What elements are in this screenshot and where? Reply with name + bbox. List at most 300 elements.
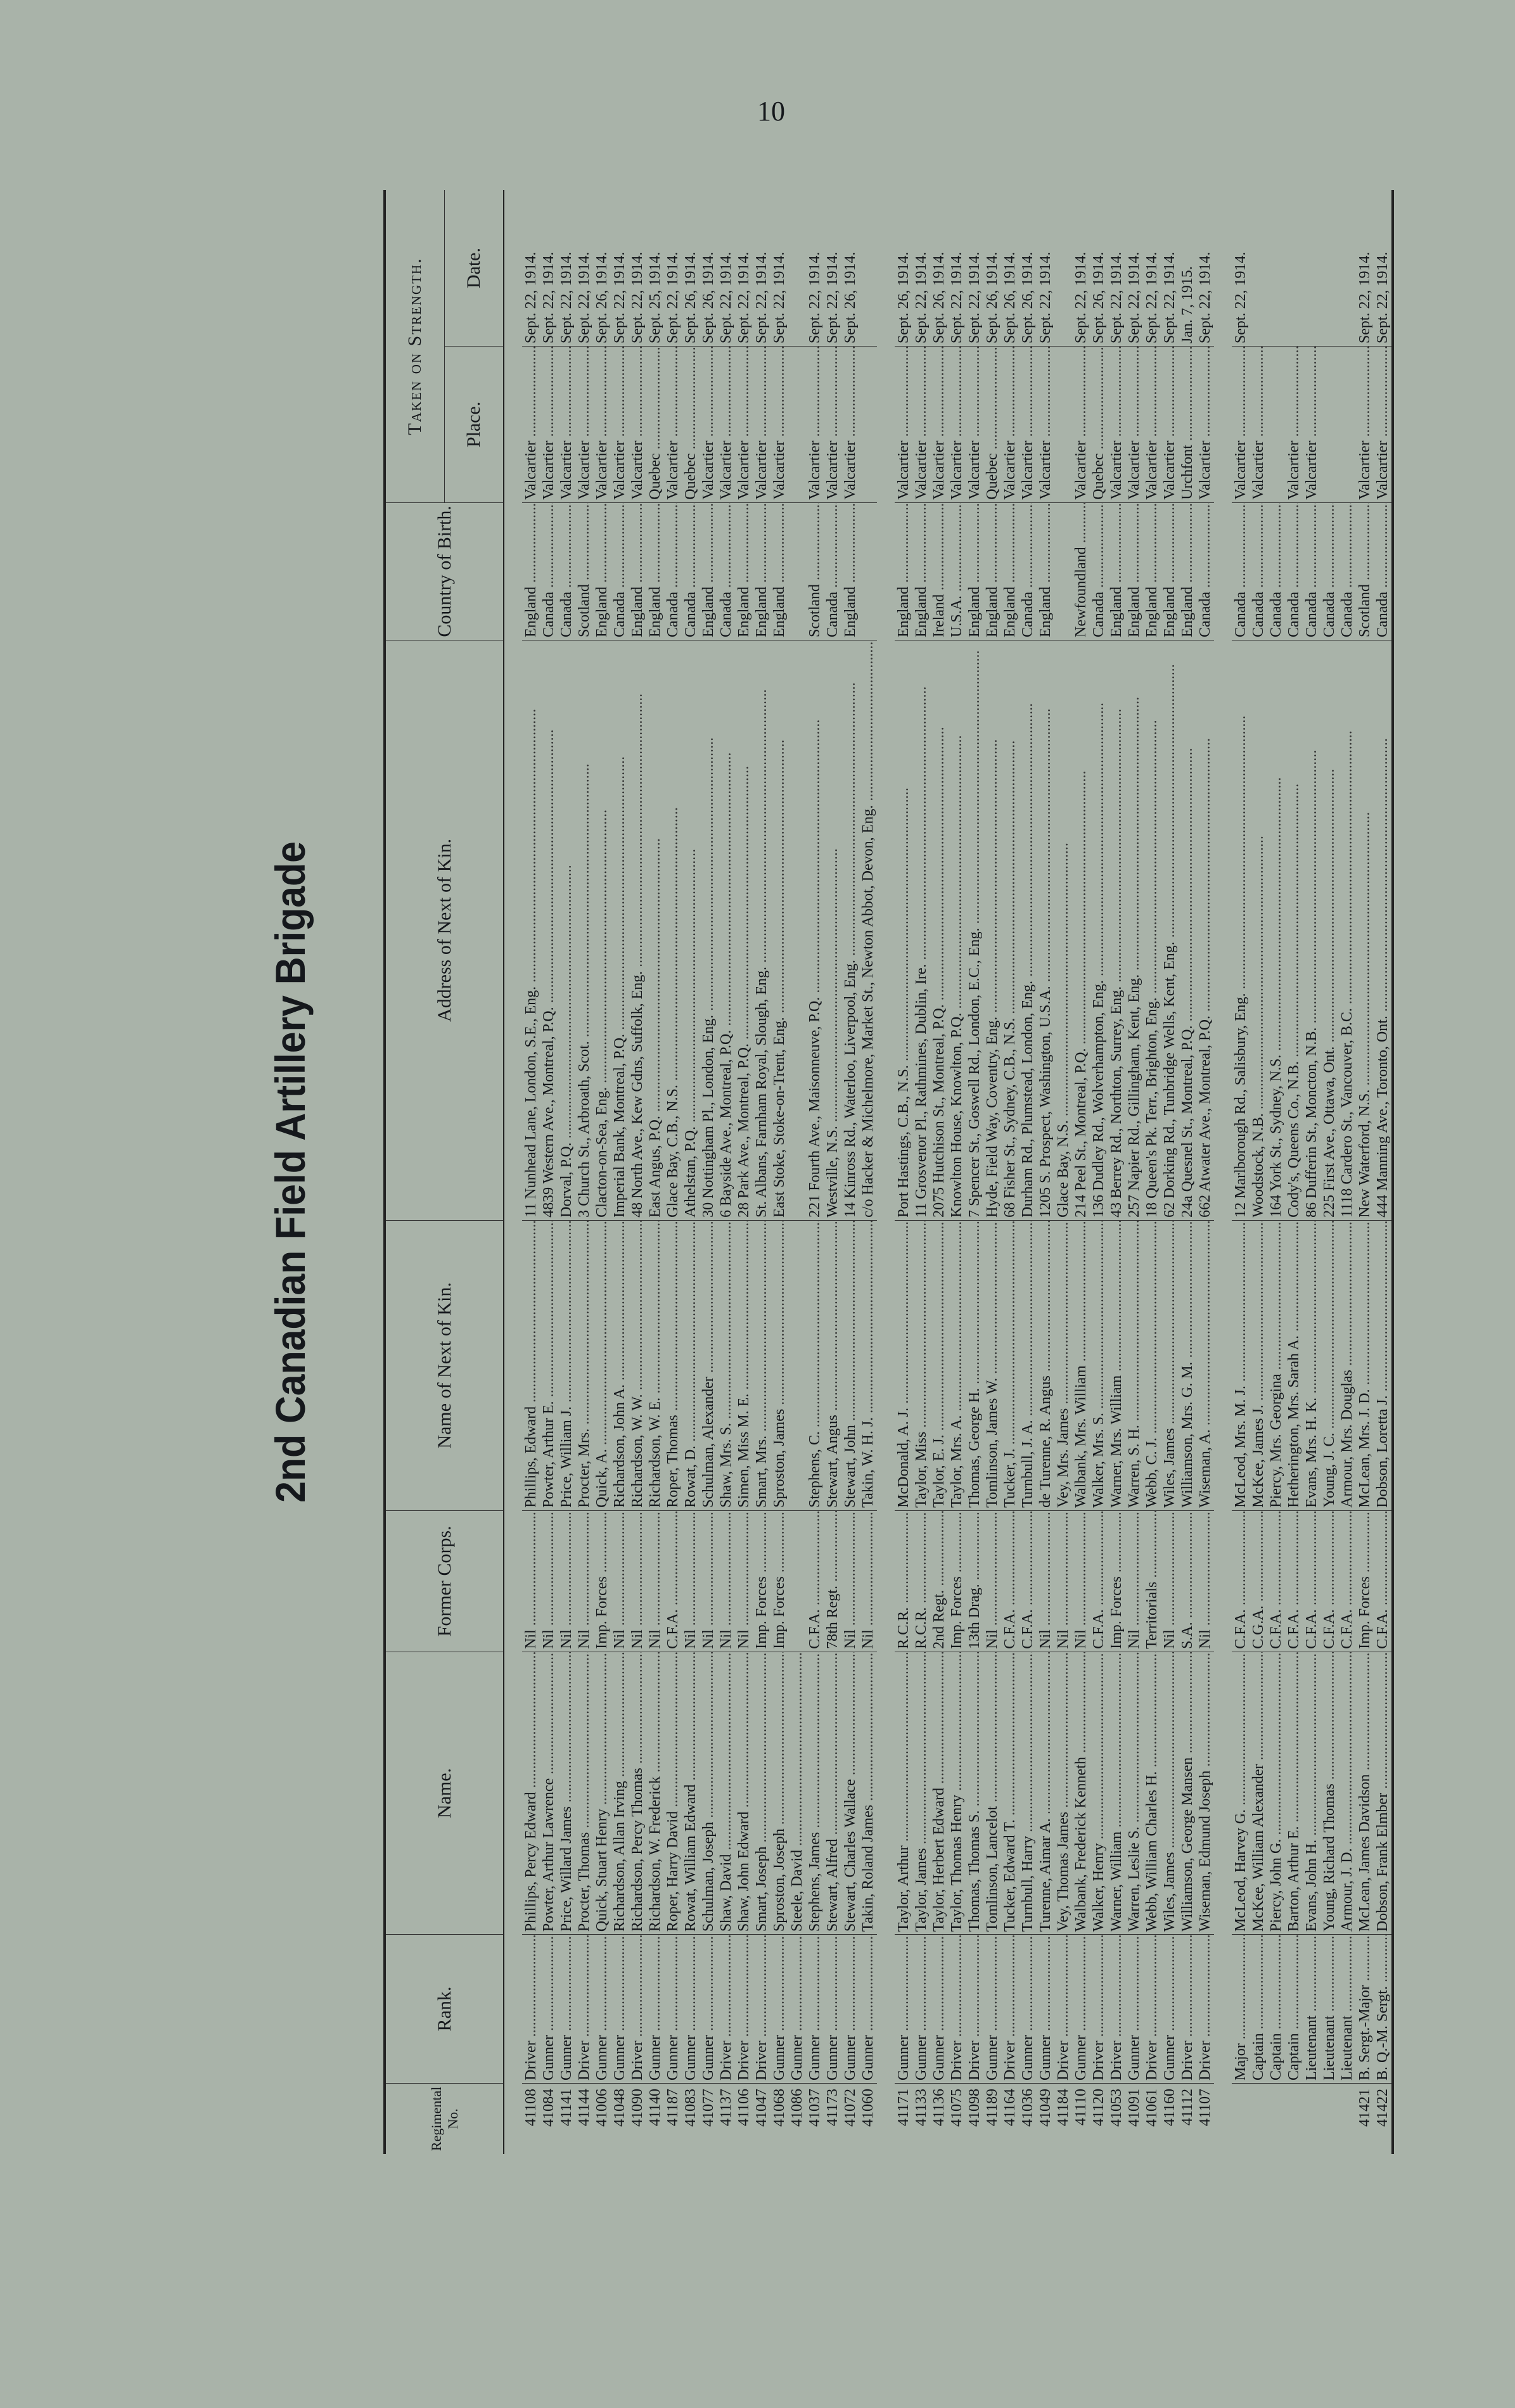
table-row bbox=[735, 190, 753, 2154]
next-of-kin-cell: McLean, Mrs. J. D. ..... bbox=[1356, 1220, 1374, 1510]
rank-cell: Driver ..... bbox=[575, 1935, 593, 2084]
date-cell bbox=[1338, 190, 1356, 347]
date-cell: Sept. 22, 1914. bbox=[753, 190, 770, 347]
place-cell: Valcartier ..... bbox=[700, 347, 717, 503]
address-cell: 164 York St., Sydney, N.S. ..... bbox=[1267, 640, 1285, 1220]
next-of-kin-cell: Richardson, W. W. ..... bbox=[629, 1220, 646, 1510]
place-cell bbox=[1054, 347, 1072, 503]
former-corps-cell: Nil ..... bbox=[735, 1510, 753, 1652]
former-corps-cell: 13th Drag. ..... bbox=[966, 1510, 983, 1652]
table-row bbox=[859, 190, 877, 2154]
regimental-no-cell: 41060 bbox=[860, 2088, 876, 2127]
country-of-birth-cell: England ..... bbox=[1108, 502, 1125, 640]
next-of-kin-cell: Schulman, Alexander ..... bbox=[700, 1220, 717, 1510]
address-cell: 214 Peel St., Montreal, P.Q. ..... bbox=[1072, 640, 1090, 1220]
address-cell: 18 Queen's Pk. Terr., Brighton, Eng. ..... bbox=[1143, 640, 1161, 1220]
place-cell: Valcartier ..... bbox=[1161, 347, 1179, 503]
name-cell: Richardson, Allan Irving ..... bbox=[611, 1652, 629, 1934]
name-cell: Williamson, George Mansen ..... bbox=[1179, 1652, 1196, 1934]
address-cell: 11 Nunhead Lane, London, S.E., Eng. ..... bbox=[522, 640, 540, 1220]
next-of-kin-cell: Richardson, John A. ..... bbox=[611, 1220, 629, 1510]
former-corps-cell: Nil ..... bbox=[1161, 1510, 1179, 1652]
date-cell bbox=[1320, 190, 1338, 347]
regimental-no-cell bbox=[1338, 2083, 1356, 2154]
place-cell: Valcartier ..... bbox=[948, 347, 966, 503]
rank-cell: Gunner ..... bbox=[930, 1935, 948, 2084]
next-of-kin-cell: Vey, Mrs. James ..... bbox=[1054, 1220, 1072, 1510]
name-cell: Richardson, Percy Thomas ..... bbox=[629, 1652, 646, 1934]
address-cell: East Stoke, Stoke-on-Trent, Eng. ..... bbox=[770, 640, 788, 1220]
name-cell: Steele, David ..... bbox=[788, 1652, 806, 1934]
date-cell: Sept. 26, 1914. bbox=[700, 190, 717, 347]
rank-cell: Gunner ..... bbox=[770, 1935, 788, 2084]
rank-cell: Gunner ..... bbox=[664, 1935, 682, 2084]
place-cell: Valcartier ..... bbox=[912, 347, 930, 503]
page-title: 2nd Canadian Field Artillery Brigade bbox=[267, 841, 314, 1503]
next-of-kin-cell: Stewart, John ..... bbox=[841, 1220, 859, 1510]
next-of-kin-cell: Wiseman, A. ..... bbox=[1196, 1220, 1214, 1510]
table-row bbox=[1108, 190, 1125, 2154]
date-cell bbox=[1250, 190, 1267, 347]
table-row bbox=[1054, 190, 1072, 2154]
former-corps-cell: Nil ..... bbox=[682, 1510, 700, 1652]
former-corps-cell: Imp. Forces ..... bbox=[770, 1510, 788, 1652]
address-cell: Knowlton House, Knowlton, P.Q. ..... bbox=[948, 640, 966, 1220]
table-row bbox=[629, 190, 646, 2154]
name-cell: Evans, John H. ..... bbox=[1303, 1652, 1320, 1934]
date-cell: Sept. 22, 1914. bbox=[717, 190, 735, 347]
regimental-no-cell: 41137 bbox=[718, 2088, 734, 2127]
next-of-kin-cell: Phillips, Edward ..... bbox=[522, 1220, 540, 1510]
rank-cell: Gunner ..... bbox=[646, 1935, 664, 2084]
date-cell: Sept. 22, 1914. bbox=[558, 190, 575, 347]
country-of-birth-cell: Canada ..... bbox=[1196, 502, 1214, 640]
name-cell: Dobson, Frank Elmber ..... bbox=[1374, 1652, 1391, 1934]
next-of-kin-cell: Wiles, James ..... bbox=[1161, 1220, 1179, 1510]
table-row bbox=[522, 190, 540, 2154]
country-of-birth-cell bbox=[788, 502, 806, 640]
regimental-no-cell: 41075 bbox=[949, 2088, 965, 2127]
country-of-birth-cell: England ..... bbox=[646, 502, 664, 640]
next-of-kin-cell: Warner, Mrs. William ..... bbox=[1108, 1220, 1125, 1510]
rank-cell: Driver ..... bbox=[629, 1935, 646, 2084]
regimental-no-cell: 41187 bbox=[665, 2088, 681, 2127]
name-cell: Taylor, Thomas Henry ..... bbox=[948, 1652, 966, 1934]
table-row bbox=[1374, 190, 1391, 2154]
address-cell: 662 Atwater Ave., Montreal, P.Q. ..... bbox=[1196, 640, 1214, 1220]
header-place: Place. bbox=[445, 347, 504, 503]
next-of-kin-cell: Thomas, George H. ..... bbox=[966, 1220, 983, 1510]
address-cell: New Waterford, N.S. ..... bbox=[1356, 640, 1374, 1220]
table-row bbox=[1143, 190, 1161, 2154]
address-cell: Glace Bay, N.S. ..... bbox=[1054, 640, 1072, 1220]
date-cell: Sept. 22, 1914. bbox=[664, 190, 682, 347]
country-of-birth-cell: Scotland ..... bbox=[575, 502, 593, 640]
date-cell: Sept. 22, 1914. bbox=[824, 190, 841, 347]
date-cell: Sept. 22, 1914. bbox=[1232, 190, 1250, 347]
name-cell: Phillips, Percy Edward ..... bbox=[522, 1652, 540, 1934]
rank-cell: Driver ..... bbox=[948, 1935, 966, 2084]
regimental-no-cell: 41110 bbox=[1073, 2088, 1089, 2126]
table-row bbox=[1320, 190, 1338, 2154]
header-rank: Rank. bbox=[386, 1935, 504, 2084]
regimental-no-cell: 41036 bbox=[1020, 2088, 1036, 2127]
date-cell: Sept. 22, 1914. bbox=[806, 190, 824, 347]
rank-cell: Gunner ..... bbox=[895, 1935, 912, 2084]
address-cell: Athelstan, P.Q. ..... bbox=[682, 640, 700, 1220]
date-cell: Sept. 22, 1914. bbox=[1196, 190, 1214, 347]
rank-cell: Captain ..... bbox=[1285, 1935, 1303, 2084]
spacer-cell bbox=[1214, 190, 1232, 2154]
country-of-birth-cell bbox=[1054, 502, 1072, 640]
date-cell: Sept. 26, 1914. bbox=[593, 190, 611, 347]
regimental-no-cell: 41077 bbox=[700, 2088, 717, 2127]
table-row bbox=[1285, 190, 1303, 2154]
address-cell: 6 Bayside Ave., Montreal, P.Q. ..... bbox=[717, 640, 735, 1220]
roll-body bbox=[504, 190, 1391, 2154]
rank-cell: Major ..... bbox=[1232, 1935, 1250, 2084]
header-name: Name. bbox=[386, 1652, 504, 1934]
country-of-birth-cell: Newfoundland ..... bbox=[1072, 502, 1090, 640]
place-cell: Valcartier ..... bbox=[1374, 347, 1391, 503]
next-of-kin-cell: Piercy, Mrs. Georgina ..... bbox=[1267, 1220, 1285, 1510]
country-of-birth-cell: England ..... bbox=[1161, 502, 1179, 640]
name-cell: Turnbull, Harry ..... bbox=[1019, 1652, 1037, 1934]
next-of-kin-cell: Sproston, James ..... bbox=[770, 1220, 788, 1510]
name-cell: Stewart, Charles Wallace ..... bbox=[841, 1652, 859, 1934]
next-of-kin-cell: Shaw, Mrs. S. ..... bbox=[717, 1220, 735, 1510]
name-cell: Wiles, James ..... bbox=[1161, 1652, 1179, 1934]
former-corps-cell: Nil ..... bbox=[611, 1510, 629, 1652]
date-cell: Sept. 26, 1914. bbox=[930, 190, 948, 347]
name-cell: Taylor, James ..... bbox=[912, 1652, 930, 1934]
former-corps-cell: 2nd Regt. ..... bbox=[930, 1510, 948, 1652]
name-cell: Smart, Joseph ..... bbox=[753, 1652, 770, 1934]
table-row bbox=[717, 190, 735, 2154]
place-cell bbox=[788, 347, 806, 503]
former-corps-cell: Nil ..... bbox=[646, 1510, 664, 1652]
date-cell bbox=[1054, 190, 1072, 347]
place-cell bbox=[1338, 347, 1356, 503]
date-cell: Sept. 26, 1914. bbox=[841, 190, 859, 347]
name-cell: Walker, Henry ..... bbox=[1090, 1652, 1108, 1934]
former-corps-cell bbox=[788, 1510, 806, 1652]
address-cell: Durham Rd., Plumstead, London, Eng. ..... bbox=[1019, 640, 1037, 1220]
rank-cell: Driver ..... bbox=[717, 1935, 735, 2084]
regimental-no-cell: 41106 bbox=[736, 2088, 752, 2127]
place-cell: Quebec ..... bbox=[682, 347, 700, 503]
place-cell: Valcartier ..... bbox=[735, 347, 753, 503]
regimental-no-cell: 41049 bbox=[1037, 2088, 1054, 2127]
former-corps-cell: Nil ..... bbox=[700, 1510, 717, 1652]
header-former-corps: Former Corps. bbox=[386, 1510, 504, 1652]
regimental-no-cell bbox=[1303, 2083, 1320, 2154]
group-spacer bbox=[877, 190, 895, 2154]
next-of-kin-cell: Stephens, C. ..... bbox=[806, 1220, 824, 1510]
address-cell: 86 Dufferin St., Moncton, N.B. ..... bbox=[1303, 640, 1320, 1220]
date-cell bbox=[1285, 190, 1303, 347]
country-of-birth-cell: Canada ..... bbox=[664, 502, 682, 640]
place-cell: Valcartier ..... bbox=[1196, 347, 1214, 503]
country-of-birth-cell: Canada ..... bbox=[1374, 502, 1391, 640]
address-cell: 14 Kinross Rd., Waterloo, Liverpool, Eng. ..... bbox=[841, 640, 859, 1220]
address-cell bbox=[788, 640, 806, 1220]
rank-cell: Driver ..... bbox=[966, 1935, 983, 2084]
place-cell: Valcartier ..... bbox=[1303, 347, 1320, 503]
date-cell: Sept. 22, 1914. bbox=[575, 190, 593, 347]
former-corps-cell: C.F.A. ..... bbox=[1019, 1510, 1037, 1652]
rank-cell: Lieutenant ..... bbox=[1320, 1935, 1338, 2084]
address-cell: Cody's, Queens Co., N.B. ..... bbox=[1285, 640, 1303, 1220]
country-of-birth-cell: Canada ..... bbox=[717, 502, 735, 640]
regimental-no-cell: 41136 bbox=[931, 2088, 947, 2127]
date-cell: Sept. 26, 1914. bbox=[1019, 190, 1037, 347]
place-cell: Valcartier ..... bbox=[1356, 347, 1374, 503]
country-of-birth-cell: Canada ..... bbox=[1090, 502, 1108, 640]
name-cell: Armour, J. D. ..... bbox=[1338, 1652, 1356, 1934]
place-cell: Valcartier ..... bbox=[611, 347, 629, 503]
spacer-cell bbox=[877, 190, 895, 2154]
former-corps-cell: R.C.R. ..... bbox=[912, 1510, 930, 1652]
next-of-kin-cell: Taylor, Miss ..... bbox=[912, 1220, 930, 1510]
table-row bbox=[1356, 190, 1374, 2154]
table-row bbox=[824, 190, 841, 2154]
date-cell bbox=[1303, 190, 1320, 347]
place-cell: Quebec ..... bbox=[646, 347, 664, 503]
date-cell: Sept. 22, 1914. bbox=[966, 190, 983, 347]
former-corps-cell: C.F.A. ..... bbox=[1001, 1510, 1019, 1652]
regimental-no-cell: 41160 bbox=[1161, 2088, 1178, 2127]
place-cell: Valcartier ..... bbox=[1232, 347, 1250, 503]
country-of-birth-cell: Canada ..... bbox=[558, 502, 575, 640]
name-cell: Rowat, William Edward ..... bbox=[682, 1652, 700, 1934]
rank-cell: Gunner ..... bbox=[1161, 1935, 1179, 2084]
country-of-birth-cell: England ..... bbox=[983, 502, 1001, 640]
country-of-birth-cell: Ireland ..... bbox=[930, 502, 948, 640]
table-row bbox=[983, 190, 1001, 2154]
name-cell: Powter, Arthur Lawrence ..... bbox=[540, 1652, 558, 1934]
date-cell: Sept. 22, 1914. bbox=[1037, 190, 1054, 347]
regimental-no-cell: 41083 bbox=[682, 2088, 699, 2127]
table-row bbox=[930, 190, 948, 2154]
place-cell: Valcartier ..... bbox=[1125, 347, 1143, 503]
rank-cell: Gunner ..... bbox=[540, 1935, 558, 2084]
rotated-page-content bbox=[241, 190, 1391, 2154]
header-date: Date. bbox=[445, 190, 504, 347]
address-cell: 11 Grosvenor Pl., Rathmines, Dublin, Ire. ..... bbox=[912, 640, 930, 1220]
date-cell: Sept. 22, 1914. bbox=[770, 190, 788, 347]
rank-cell: Gunner ..... bbox=[841, 1935, 859, 2084]
country-of-birth-cell: Canada ..... bbox=[1320, 502, 1338, 640]
regimental-no-cell: 41133 bbox=[913, 2088, 930, 2127]
date-cell: Sept. 22, 1914. bbox=[735, 190, 753, 347]
next-of-kin-cell: de Turenne, R. Angus ..... bbox=[1037, 1220, 1054, 1510]
rank-cell: Gunner ..... bbox=[788, 1935, 806, 2084]
former-corps-cell: C.F.A. ..... bbox=[1232, 1510, 1250, 1652]
rank-cell: Driver ..... bbox=[1179, 1935, 1196, 2084]
place-cell: Valcartier ..... bbox=[522, 347, 540, 503]
place-cell: Valcartier ..... bbox=[540, 347, 558, 503]
country-of-birth-cell: England ..... bbox=[753, 502, 770, 640]
table-row bbox=[664, 190, 682, 2154]
date-cell: Sept. 22, 1914. bbox=[1125, 190, 1143, 347]
place-cell: Urchfont ..... bbox=[1179, 347, 1196, 503]
rank-cell: Driver ..... bbox=[1196, 1935, 1214, 2084]
place-cell: Valcartier ..... bbox=[629, 347, 646, 503]
date-cell: Sept. 22, 1914. bbox=[1072, 190, 1090, 347]
name-cell: Young, Richard Thomas ..... bbox=[1320, 1652, 1338, 1934]
regimental-no-cell: 41006 bbox=[594, 2088, 610, 2127]
regimental-no-cell: 41422 bbox=[1374, 2088, 1391, 2127]
regimental-no-cell: 41140 bbox=[647, 2088, 663, 2127]
address-cell: 28 Park Ave., Montreal, P.Q. ..... bbox=[735, 640, 753, 1220]
table-row bbox=[1019, 190, 1037, 2154]
table-row bbox=[1267, 190, 1285, 2154]
regimental-no-cell: 41048 bbox=[611, 2088, 628, 2127]
place-cell bbox=[1267, 347, 1285, 503]
name-cell: Schulman, Joseph ..... bbox=[700, 1652, 717, 1934]
address-cell: 30 Nottingham Pl., London, Eng. ..... bbox=[700, 640, 717, 1220]
former-corps-cell: 78th Regt. ..... bbox=[824, 1510, 841, 1652]
regimental-no-cell bbox=[1250, 2083, 1267, 2154]
date-cell: Sept. 26, 1914. bbox=[1001, 190, 1019, 347]
table-row bbox=[1250, 190, 1267, 2154]
table-row bbox=[1338, 190, 1356, 2154]
date-cell: Sept. 22, 1914. bbox=[1356, 190, 1374, 347]
rank-cell: Lieutenant ..... bbox=[1338, 1935, 1356, 2084]
next-of-kin-cell: Walbank, Mrs. William ..... bbox=[1072, 1220, 1090, 1510]
next-of-kin-cell: Hetherington, Mrs. Sarah A. ..... bbox=[1285, 1220, 1303, 1510]
place-cell: Valcartier ..... bbox=[1143, 347, 1161, 503]
group-spacer bbox=[504, 190, 522, 2154]
table-row bbox=[770, 190, 788, 2154]
place-cell: Valcartier ..... bbox=[1250, 347, 1267, 503]
former-corps-cell: Nil ..... bbox=[575, 1510, 593, 1652]
date-cell: Sept. 22, 1914. bbox=[948, 190, 966, 347]
next-of-kin-cell: McLeod, Mrs. M. J. ..... bbox=[1232, 1220, 1250, 1510]
regimental-no-cell bbox=[1320, 2083, 1338, 2154]
header-next-of-kin: Name of Next of Kin. bbox=[386, 1220, 504, 1510]
regimental-no-cell: 41072 bbox=[842, 2088, 859, 2127]
name-cell: McLean, James Davidson ..... bbox=[1356, 1652, 1374, 1934]
former-corps-cell: C.F.A. ..... bbox=[806, 1510, 824, 1652]
name-cell: McLeod, Harvey G. ..... bbox=[1232, 1652, 1250, 1934]
regimental-no-cell: 41086 bbox=[789, 2088, 805, 2127]
country-of-birth-cell: England ..... bbox=[735, 502, 753, 640]
regimental-no-cell: 41068 bbox=[771, 2088, 788, 2127]
place-cell: Valcartier ..... bbox=[806, 347, 824, 503]
page-number: 10 bbox=[757, 96, 785, 127]
former-corps-cell: Nil ..... bbox=[1037, 1510, 1054, 1652]
address-cell: 257 Napier Rd., Gillingham, Kent, Eng. ..... bbox=[1125, 640, 1143, 1220]
next-of-kin-cell: Smart, Mrs. ..... bbox=[753, 1220, 770, 1510]
next-of-kin-cell: Price, William J. ..... bbox=[558, 1220, 575, 1510]
name-cell: Procter, Thomas ..... bbox=[575, 1652, 593, 1934]
country-of-birth-cell: England ..... bbox=[1125, 502, 1143, 640]
place-cell: Quebec ..... bbox=[983, 347, 1001, 503]
name-cell: Tomlinson, Lancelot ..... bbox=[983, 1652, 1001, 1934]
former-corps-cell: C.F.A. ..... bbox=[1267, 1510, 1285, 1652]
name-cell: Warren, Leslie S. ..... bbox=[1125, 1652, 1143, 1934]
next-of-kin-cell: Simen, Miss M. E. ..... bbox=[735, 1220, 753, 1510]
former-corps-cell: R.C.R. ..... bbox=[895, 1510, 912, 1652]
date-cell: Jan. 7, 1915. bbox=[1179, 190, 1196, 347]
address-cell: 43 Berrey Rd., Northton, Surrey, Eng. ..... bbox=[1108, 640, 1125, 1220]
address-cell: 1118 Cardero St., Vancouver, B.C. ..... bbox=[1338, 640, 1356, 1220]
country-of-birth-cell: England ..... bbox=[841, 502, 859, 640]
rank-cell: Gunner ..... bbox=[700, 1935, 717, 2084]
address-cell: 1205 S. Prospect, Washington, U.S.A. ..... bbox=[1037, 640, 1054, 1220]
address-cell: Imperial Bank, Montreal, P.Q. ..... bbox=[611, 640, 629, 1220]
address-cell: 24a Quesnel St., Montreal, P.Q. ..... bbox=[1179, 640, 1196, 1220]
place-cell: Valcartier ..... bbox=[930, 347, 948, 503]
rank-cell: Gunner ..... bbox=[983, 1935, 1001, 2084]
date-cell bbox=[1267, 190, 1285, 347]
name-cell: Takin, Roland James ..... bbox=[859, 1652, 877, 1934]
country-of-birth-cell: Canada ..... bbox=[1285, 502, 1303, 640]
rank-cell: Gunner ..... bbox=[611, 1935, 629, 2084]
name-cell: Warner, William ..... bbox=[1108, 1652, 1125, 1934]
former-corps-cell: Imp. Forces ..... bbox=[1108, 1510, 1125, 1652]
former-corps-cell: Nil ..... bbox=[1196, 1510, 1214, 1652]
former-corps-cell: C.F.A. ..... bbox=[1303, 1510, 1320, 1652]
date-cell bbox=[788, 190, 806, 347]
address-cell: 68 Fisher St., Sydney, C.B., N.S. ..... bbox=[1001, 640, 1019, 1220]
next-of-kin-cell: Williamson, Mrs. G. M. ..... bbox=[1179, 1220, 1196, 1510]
name-cell: Price, Willard James ..... bbox=[558, 1652, 575, 1934]
name-cell: Shaw, David ..... bbox=[717, 1652, 735, 1934]
place-cell: Valcartier ..... bbox=[664, 347, 682, 503]
address-cell: Dorval, P.Q. ..... bbox=[558, 640, 575, 1220]
next-of-kin-cell: Powter, Arthur E. ..... bbox=[540, 1220, 558, 1510]
former-corps-cell: Nil ..... bbox=[841, 1510, 859, 1652]
name-cell: Shaw, John Edward ..... bbox=[735, 1652, 753, 1934]
rank-cell: Driver ..... bbox=[522, 1935, 540, 2084]
next-of-kin-cell: Roper, Thomas ..... bbox=[664, 1220, 682, 1510]
address-cell: 48 North Ave., Kew Gdns, Suffolk, Eng. ..... bbox=[629, 640, 646, 1220]
table-row bbox=[1125, 190, 1143, 2154]
address-cell: East Angus, P.Q. ..... bbox=[646, 640, 664, 1220]
date-cell: Sept. 26, 1914. bbox=[895, 190, 912, 347]
date-cell: Sept. 22, 1914. bbox=[912, 190, 930, 347]
next-of-kin-cell: Armour, Mrs. Douglas ..... bbox=[1338, 1220, 1356, 1510]
next-of-kin-cell: Rowat, D. ..... bbox=[682, 1220, 700, 1510]
regimental-no-cell: 41047 bbox=[753, 2088, 770, 2127]
place-cell: Valcartier ..... bbox=[895, 347, 912, 503]
country-of-birth-cell: Canada ..... bbox=[1250, 502, 1267, 640]
address-cell: Port Hastings, C.B., N.S. ..... bbox=[895, 640, 912, 1220]
country-of-birth-cell: Canada ..... bbox=[540, 502, 558, 640]
date-cell: Sept. 22, 1914. bbox=[629, 190, 646, 347]
regimental-no-cell: 41061 bbox=[1144, 2088, 1160, 2127]
address-cell: 4839 Western Ave., Montreal, P.Q. ..... bbox=[540, 640, 558, 1220]
country-of-birth-cell: Canada ..... bbox=[1267, 502, 1285, 640]
rank-cell: Gunner ..... bbox=[1019, 1935, 1037, 2084]
regimental-no-cell: 41112 bbox=[1179, 2088, 1196, 2126]
date-cell: Sept. 25, 1914. bbox=[646, 190, 664, 347]
place-cell: Quebec ..... bbox=[1090, 347, 1108, 503]
table-row bbox=[1196, 190, 1214, 2154]
date-cell: Sept. 22, 1914. bbox=[611, 190, 629, 347]
rank-cell: Driver ..... bbox=[1090, 1935, 1108, 2084]
table-row bbox=[841, 190, 859, 2154]
former-corps-cell: Nil ..... bbox=[1125, 1510, 1143, 1652]
regimental-no-cell: 41171 bbox=[895, 2088, 912, 2127]
table-row bbox=[682, 190, 700, 2154]
table-row bbox=[806, 190, 824, 2154]
date-cell: Sept. 22, 1914. bbox=[522, 190, 540, 347]
country-of-birth-cell: England ..... bbox=[1143, 502, 1161, 640]
